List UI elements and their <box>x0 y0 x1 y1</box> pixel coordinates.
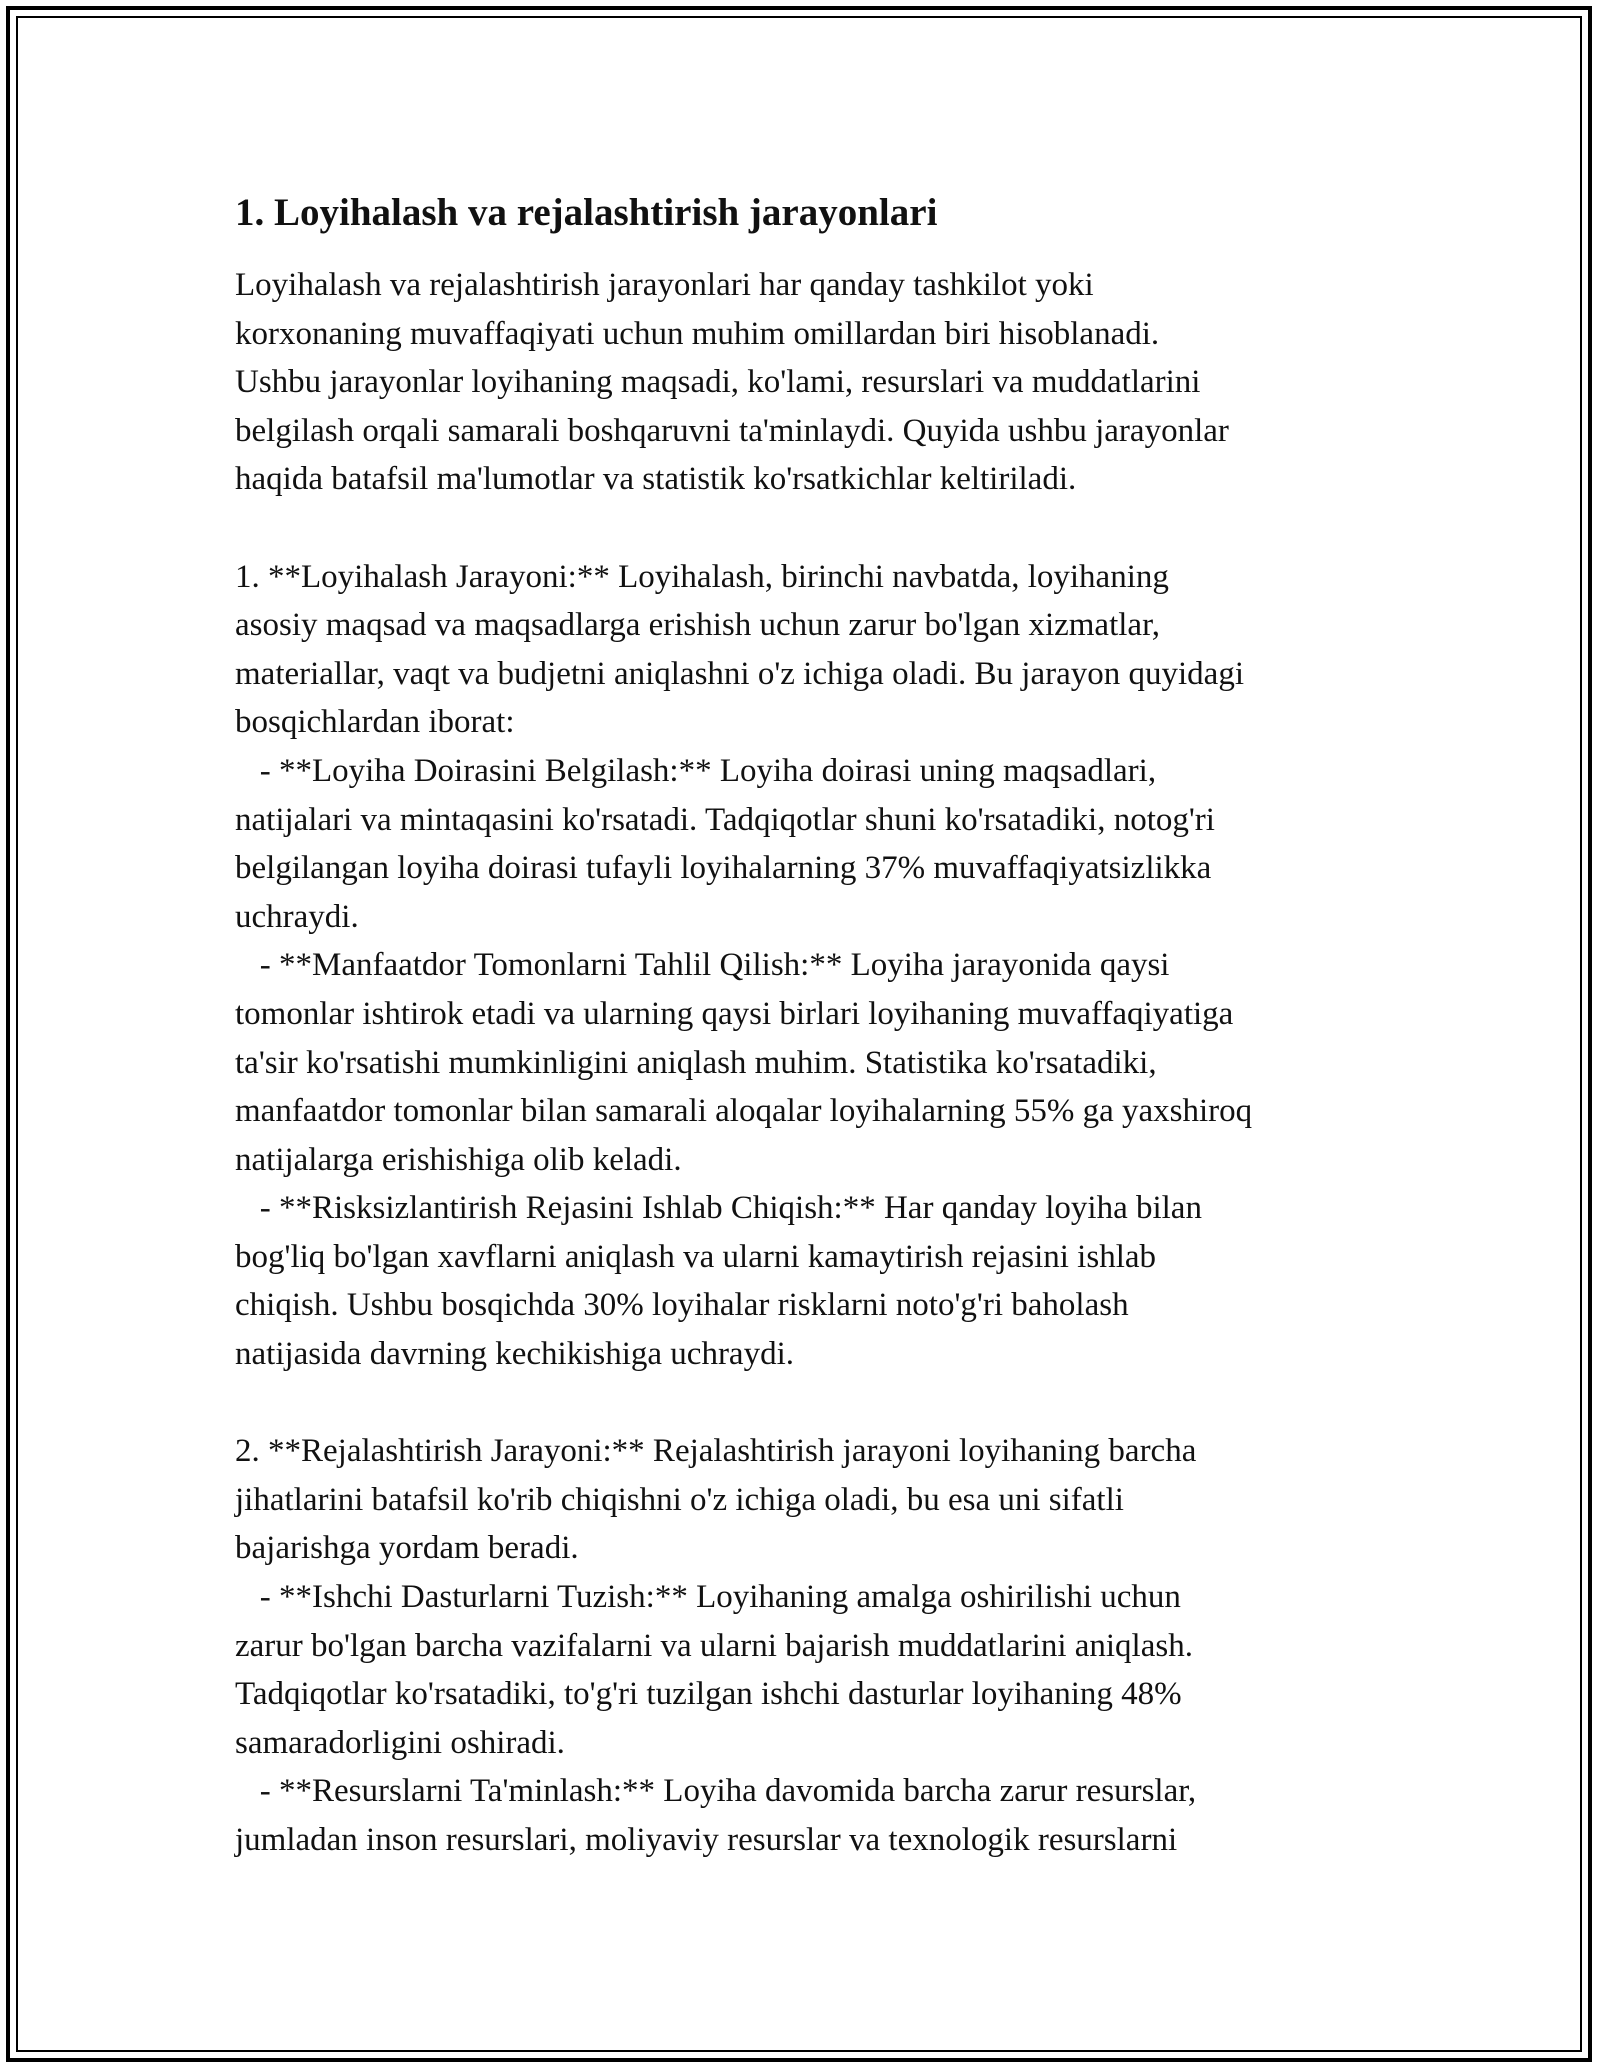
text-line: natijalari va mintaqasini ko'rsatadi. Tadqiqotlar shuni ko'rsatadiki, notog'ri <box>235 801 1215 838</box>
text-line: bog'liq bo'lgan xavflarni aniqlash va ularni kamaytirish rejasini ishlab <box>235 1238 1157 1275</box>
text-line: natijasida davrning kechikishiga uchraydi. <box>235 1336 795 1373</box>
text-line: - **Risksizlantirish Rejasini Ishlab Chiqish:** Har qanday loyiha bilan <box>235 1190 1202 1227</box>
text-line: materiallar, vaqt va budjetni aniqlashni o'z ichiga oladi. Bu jarayon quyidagi <box>235 655 1244 692</box>
text-line: zarur bo'lgan barcha vazifalarni va ularni bajarish muddatlarini aniqlash. <box>235 1627 1193 1664</box>
text-line: belgilangan loyiha doirasi tufayli loyihalarning 37% muvaffaqiyatsizlikka <box>235 850 1212 887</box>
text-line: Loyihalash va rejalashtirish jarayonlari har qanday tashkilot yoki <box>235 267 1094 303</box>
text-line: uchraydi. <box>235 898 359 935</box>
blank-line <box>235 1379 1385 1428</box>
text-line: Ushbu jarayonlar loyihaning maqsadi, ko'lami, resurslari va muddatlarini <box>235 364 1201 401</box>
text-line: bosqichlardan iborat: <box>235 704 515 741</box>
text-line: natijalarga erishishiga olib keladi. <box>235 1141 682 1178</box>
text-line: jumladan inson resurslari, moliyaviy resurslar va texnologik resurslarni <box>235 1822 1178 1858</box>
text-line: - **Resurslarni Ta'minlash:** Loyiha davomida barcha zarur resurslar, <box>235 1773 1197 1810</box>
document-body <box>235 185 1385 1865</box>
text-line: tomonlar ishtirok etadi va ularning qaysi birlari loyihaning muvaffaqiyatiga <box>235 995 1234 1032</box>
text-line: asosiy maqsad va maqsadlarga erishish uchun zarur bo'lgan xizmatlar, <box>235 607 1160 644</box>
document-text <box>235 261 1385 1865</box>
text-line: 2. **Rejalashtirish Jarayoni:** Rejalashtirish jarayoni loyihaning barcha <box>235 1433 1197 1470</box>
text-line: Tadqiqotlar ko'rsatadiki, to'g'ri tuzilgan ishchi dasturlar loyihaning 48% <box>235 1676 1182 1713</box>
text-line: haqida batafsil ma'lumotlar va statistik ko'rsatkichlar keltiriladi. <box>235 461 1077 498</box>
text-line: ta'sir ko'rsatishi mumkinligini aniqlash muhim. Statistika ko'rsatadiki, <box>235 1044 1157 1081</box>
text-line: samaradorligini oshiradi. <box>235 1724 565 1761</box>
text-line: 1. **Loyihalash Jarayoni:** Loyihalash, birinchi navbatda, loyihaning <box>235 558 1169 595</box>
document-title: 1. Loyihalash va rejalashtirish jarayonlari <box>235 191 938 234</box>
text-line: - **Ishchi Dasturlarni Tuzish:** Loyihaning amalga oshirilishi uchun <box>235 1579 1181 1616</box>
blank-line <box>235 504 1385 553</box>
text-line: chiqish. Ushbu bosqichda 30% loyihalar risklarni noto'g'ri baholash <box>235 1287 1129 1324</box>
text-line: - **Manfaatdor Tomonlarni Tahlil Qilish:** Loyiha jarayonida qaysi <box>235 947 1170 984</box>
text-line: - **Loyiha Doirasini Belgilash:** Loyiha doirasi uning maqsadlari, <box>235 752 1157 789</box>
text-line: jihatlarini batafsil ko'rib chiqishni o'z ichiga oladi, bu esa uni sifatli <box>235 1481 1124 1518</box>
text-line: manfaatdor tomonlar bilan samarali aloqalar loyihalarning 55% ga yaxshiroq <box>235 1093 1253 1130</box>
text-line: belgilash orqali samarali boshqaruvni ta'minlaydi. Quyida ushbu jarayonlar <box>235 412 1229 449</box>
text-line: bajarishga yordam beradi. <box>235 1530 579 1567</box>
text-line: korxonaning muvaffaqiyati uchun muhim omillardan biri hisoblanadi. <box>235 315 1160 352</box>
